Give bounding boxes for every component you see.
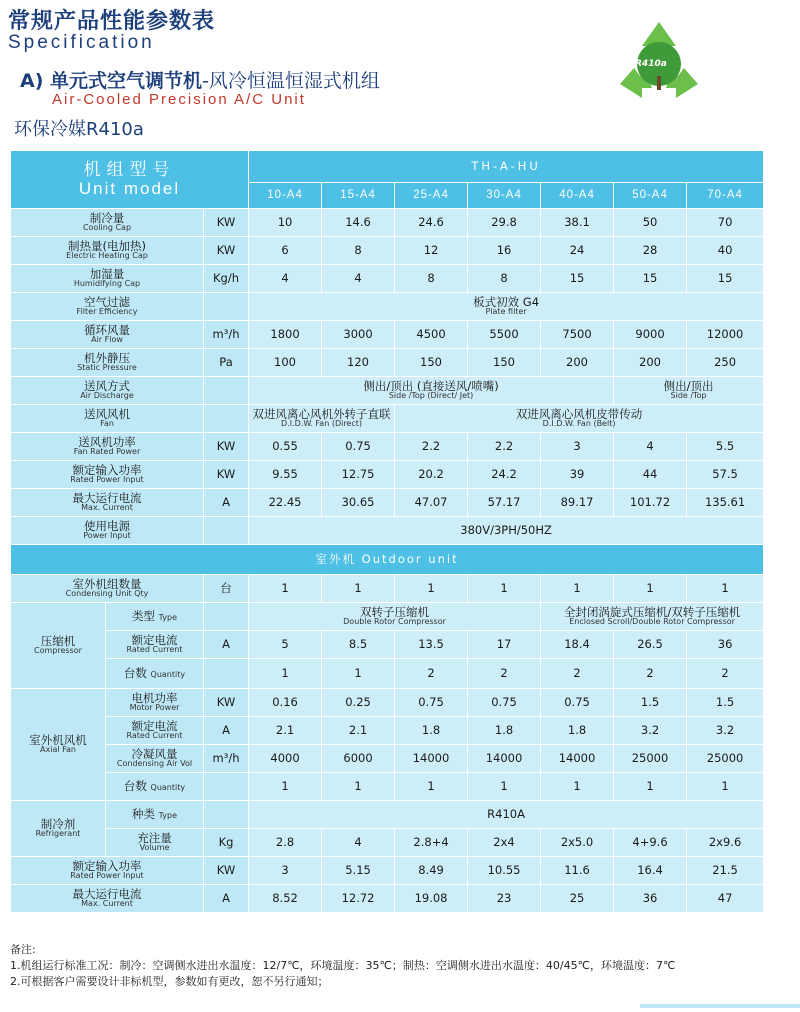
cell: 8: [395, 265, 468, 293]
cell: 36: [614, 885, 687, 913]
cell: 4500: [395, 321, 468, 349]
header-row-series: [11, 151, 764, 183]
cell: 1: [541, 773, 614, 801]
cell: 135.61: [687, 489, 764, 517]
row-unit: KW: [204, 433, 249, 461]
row-unit: KW: [204, 461, 249, 489]
cell: 1.8: [468, 717, 541, 745]
merged-cell: 侧出/顶出 (直接送风/喷嘴) Side /Top (Direct/ Jet): [249, 377, 614, 405]
group-label-compressor: 压缩机 Compressor: [11, 603, 106, 689]
cell: 8.52: [249, 885, 322, 913]
merged-cell: 全封闭涡旋式压缩机/双转子压缩机 Enclosed Scroll/Double Rotor Compressor: [541, 603, 764, 631]
cell: 47.07: [395, 489, 468, 517]
cell: 4+9.6: [614, 829, 687, 857]
table-row: [11, 885, 764, 913]
cell: 1.8: [395, 717, 468, 745]
cell: 2x9.6: [687, 829, 764, 857]
cell: 10.55: [468, 857, 541, 885]
cell: 6000: [322, 745, 395, 773]
refrigerant-note: 环保冷媒R410a: [14, 119, 144, 140]
cell: 11.6: [541, 857, 614, 885]
cell: 26.5: [614, 631, 687, 659]
cell: 1: [395, 773, 468, 801]
table-row: [11, 349, 764, 377]
row-label: 循环风量 Air Flow: [11, 321, 204, 349]
sub-label: 电机功率 Motor Power: [106, 689, 204, 717]
cell: 4: [322, 829, 395, 857]
cell: 5.5: [687, 433, 764, 461]
table-row: [11, 603, 764, 631]
cell: 8: [322, 237, 395, 265]
table-row: [11, 801, 764, 829]
row-unit: KW: [204, 209, 249, 237]
notes-line-2: 2.可根据客户需要设计非标机型，参数如有更改，恕不另行通知；: [10, 975, 329, 988]
row-unit: A: [204, 631, 249, 659]
cell: 89.17: [541, 489, 614, 517]
sub-label: 额定电流 Rated Current: [106, 631, 204, 659]
section-title: [20, 66, 380, 93]
cell: 47: [687, 885, 764, 913]
cell: 1: [322, 773, 395, 801]
row-label: 空气过滤 Filter Efficiency: [11, 293, 204, 321]
cell: 100: [249, 349, 322, 377]
model-header: 15-A4: [322, 183, 395, 209]
cell: 2.1: [322, 717, 395, 745]
cell: 2: [395, 659, 468, 689]
cell: 18.4: [541, 631, 614, 659]
sub-label: 种类 Type: [106, 801, 204, 829]
table-row: [11, 265, 764, 293]
cell: 12.75: [322, 461, 395, 489]
row-unit: Pa: [204, 349, 249, 377]
row-unit: KW: [204, 237, 249, 265]
cell: 2x4: [468, 829, 541, 857]
notes-line-1: 1.机组运行标准工况：制冷：空调侧水进出水温度：12/7℃，环境温度：35℃；制热：空调侧水进出水温度：40/45℃，环境温度：7℃: [10, 959, 676, 972]
cell: 36: [687, 631, 764, 659]
model-header: 10-A4: [249, 183, 322, 209]
table-row: [11, 237, 764, 265]
row-label: 最大运行电流 Max. Current: [11, 885, 204, 913]
cell: 13.5: [395, 631, 468, 659]
section-title-en: Air-Cooled Precision A/C Unit: [52, 91, 306, 108]
group-label-refrigerant: 制冷剂 Refrigerant: [11, 801, 106, 857]
row-label: 室外机组数量 Condensing Unit Qty: [11, 575, 204, 603]
cell: 0.55: [249, 433, 322, 461]
cell: 5: [249, 631, 322, 659]
cell: 15: [614, 265, 687, 293]
cell: 1: [468, 773, 541, 801]
merged-cell: 380V/3PH/50HZ: [249, 517, 764, 545]
table-row: [11, 689, 764, 717]
cell: 39: [541, 461, 614, 489]
row-label: 送风风机 Fan: [11, 405, 204, 433]
row-unit: m³/h: [204, 745, 249, 773]
row-unit: m³/h: [204, 321, 249, 349]
cell: 4000: [249, 745, 322, 773]
cell: 150: [468, 349, 541, 377]
cell: 7500: [541, 321, 614, 349]
notes: [10, 942, 675, 990]
cell: 3: [249, 857, 322, 885]
section-title-bold: 单元式空气调节机: [50, 70, 203, 92]
cell: 1: [614, 575, 687, 603]
cell: 2.2: [468, 433, 541, 461]
sub-label: 冷凝风量 Condensing Air Vol: [106, 745, 204, 773]
cell: 1: [249, 575, 322, 603]
merged-cell: 双转子压缩机 Double Rotor Compressor: [249, 603, 541, 631]
table-row: [11, 293, 764, 321]
cell: 1: [249, 773, 322, 801]
row-label: 最大运行电流 Max. Current: [11, 489, 204, 517]
cell: 16: [468, 237, 541, 265]
row-unit: KW: [204, 689, 249, 717]
notes-title: 备注:: [10, 943, 36, 956]
cell: 15: [541, 265, 614, 293]
cell: 2.8+4: [395, 829, 468, 857]
table-row: [11, 461, 764, 489]
cell: 2: [541, 659, 614, 689]
series-header: TH-A-HU: [249, 151, 764, 183]
row-unit: A: [204, 717, 249, 745]
table-row: [11, 857, 764, 885]
cell: 40: [687, 237, 764, 265]
cell: 2.8: [249, 829, 322, 857]
cell: 1800: [249, 321, 322, 349]
model-header: 25-A4: [395, 183, 468, 209]
table-row: [11, 433, 764, 461]
table-row: [11, 659, 764, 689]
row-unit: [204, 659, 249, 689]
row-unit: [204, 801, 249, 829]
merged-cell: R410A: [249, 801, 764, 829]
cell: 200: [614, 349, 687, 377]
cell: 6: [249, 237, 322, 265]
page-title: 常规产品性能参数表: [8, 9, 216, 34]
model-header: 50-A4: [614, 183, 687, 209]
table-row: [11, 489, 764, 517]
cell: 70: [687, 209, 764, 237]
cell: 2x5.0: [541, 829, 614, 857]
row-unit: [204, 773, 249, 801]
row-unit: A: [204, 489, 249, 517]
cell: 1.8: [541, 717, 614, 745]
cell: 1: [541, 575, 614, 603]
cell: 4: [614, 433, 687, 461]
cell: 22.45: [249, 489, 322, 517]
cell: 5500: [468, 321, 541, 349]
cell: 1.5: [687, 689, 764, 717]
cell: 50: [614, 209, 687, 237]
cell: 0.75: [322, 433, 395, 461]
cell: 1: [687, 575, 764, 603]
group-label-axial-fan: 室外机风机 Axial Fan: [11, 689, 106, 801]
cell: 25000: [614, 745, 687, 773]
cell: 8.5: [322, 631, 395, 659]
cell: 12: [395, 237, 468, 265]
row-label: 加湿量 Humidifying Cap: [11, 265, 204, 293]
cell: 2.2: [395, 433, 468, 461]
cell: 1: [395, 575, 468, 603]
cell: 1: [249, 659, 322, 689]
row-label: 额定输入功率 Rated Power Input: [11, 857, 204, 885]
cell: 120: [322, 349, 395, 377]
cell: 0.16: [249, 689, 322, 717]
row-label: 制冷量 Cooling Cap: [11, 209, 204, 237]
recycle-tree-logo: [614, 16, 704, 106]
sub-label: 类型 Type: [106, 603, 204, 631]
cell: 24.2: [468, 461, 541, 489]
cell: 2: [614, 659, 687, 689]
table-row: [11, 829, 764, 857]
cell: 20.2: [395, 461, 468, 489]
cell: 29.8: [468, 209, 541, 237]
cell: 14000: [395, 745, 468, 773]
cell: 0.75: [541, 689, 614, 717]
row-label: 制热量(电加热) Electric Heating Cap: [11, 237, 204, 265]
cell: 14000: [541, 745, 614, 773]
cell: 25000: [687, 745, 764, 773]
merged-cell: 侧出/顶出 Side /Top: [614, 377, 764, 405]
row-unit: [204, 293, 249, 321]
model-header: 40-A4: [541, 183, 614, 209]
sub-label: 充注量 Volume: [106, 829, 204, 857]
cell: 16.4: [614, 857, 687, 885]
cell: 3: [541, 433, 614, 461]
spec-table: [10, 150, 764, 913]
logo-label: R410a: [635, 59, 667, 69]
row-label: 送风方式 Air Discharge: [11, 377, 204, 405]
cell: 8: [468, 265, 541, 293]
cell: 57.5: [687, 461, 764, 489]
cell: 24: [541, 237, 614, 265]
outdoor-header-row: [11, 545, 764, 575]
cell: 200: [541, 349, 614, 377]
cell: 250: [687, 349, 764, 377]
cell: 57.17: [468, 489, 541, 517]
row-unit: [204, 405, 249, 433]
table-row: [11, 321, 764, 349]
cell: 0.25: [322, 689, 395, 717]
cell: 14000: [468, 745, 541, 773]
row-unit: [204, 517, 249, 545]
merged-cell: 双进风离心风机外转子直联 D.I.D.W. Fan (Direct): [249, 405, 395, 433]
sub-label: 额定电流 Rated Current: [106, 717, 204, 745]
cell: 19.08: [395, 885, 468, 913]
table-row: [11, 209, 764, 237]
cell: 2.1: [249, 717, 322, 745]
outdoor-unit-header: 室外机 Outdoor unit: [11, 545, 764, 575]
cell: 3.2: [614, 717, 687, 745]
row-unit: Kg: [204, 829, 249, 857]
cell: 4: [249, 265, 322, 293]
merged-cell: 双进风离心风机皮带传动 D.I.D.W. Fan (Belt): [395, 405, 764, 433]
cell: 1: [468, 575, 541, 603]
table-row: [11, 631, 764, 659]
cell: 1: [322, 575, 395, 603]
sub-label: 台数 Quantity: [106, 659, 204, 689]
cell: 2: [468, 659, 541, 689]
cell: 0.75: [395, 689, 468, 717]
table-row: [11, 773, 764, 801]
cell: 10: [249, 209, 322, 237]
cell: 30.65: [322, 489, 395, 517]
cell: 5.15: [322, 857, 395, 885]
cell: 4: [322, 265, 395, 293]
table-row: [11, 717, 764, 745]
cell: 1: [687, 773, 764, 801]
table-row: [11, 377, 764, 405]
table-row: [11, 745, 764, 773]
row-label: 送风机功率 Fan Rated Power: [11, 433, 204, 461]
page-subtitle: Specification: [8, 32, 155, 53]
cell: 17: [468, 631, 541, 659]
cell: 44: [614, 461, 687, 489]
cell: 0.75: [468, 689, 541, 717]
row-unit: [204, 603, 249, 631]
merged-cell: 板式初效 G4 Plate filter: [249, 293, 764, 321]
row-unit: [204, 377, 249, 405]
cell: 1: [614, 773, 687, 801]
cell: 8.49: [395, 857, 468, 885]
cell: 3000: [322, 321, 395, 349]
section-prefix: A): [20, 70, 44, 92]
section-title-thin: -风冷恒温恒湿式机组: [202, 70, 380, 92]
cell: 101.72: [614, 489, 687, 517]
row-label: 机外静压 Static Pressure: [11, 349, 204, 377]
model-header: 70-A4: [687, 183, 764, 209]
cell: 3.2: [687, 717, 764, 745]
model-header: 30-A4: [468, 183, 541, 209]
sub-label: 台数 Quantity: [106, 773, 204, 801]
row-label: 使用电源 Power Input: [11, 517, 204, 545]
cell: 21.5: [687, 857, 764, 885]
cell: 25: [541, 885, 614, 913]
row-label: 额定输入功率 Rated Power Input: [11, 461, 204, 489]
table-row: [11, 575, 764, 603]
cell: 12.72: [322, 885, 395, 913]
footer-decoration: [640, 1004, 800, 1008]
cell: 38.1: [541, 209, 614, 237]
row-unit: A: [204, 885, 249, 913]
cell: 12000: [687, 321, 764, 349]
cell: 24.6: [395, 209, 468, 237]
table-row: [11, 517, 764, 545]
cell: 14.6: [322, 209, 395, 237]
cell: 15: [687, 265, 764, 293]
row-unit: Kg/h: [204, 265, 249, 293]
cell: 2: [687, 659, 764, 689]
unit-model-header: 机组型号 Unit model: [11, 151, 249, 209]
cell: 9.55: [249, 461, 322, 489]
row-unit: 台: [204, 575, 249, 603]
cell: 28: [614, 237, 687, 265]
cell: 1: [322, 659, 395, 689]
row-unit: KW: [204, 857, 249, 885]
cell: 150: [395, 349, 468, 377]
cell: 1.5: [614, 689, 687, 717]
cell: 23: [468, 885, 541, 913]
table-row: [11, 405, 764, 433]
cell: 9000: [614, 321, 687, 349]
